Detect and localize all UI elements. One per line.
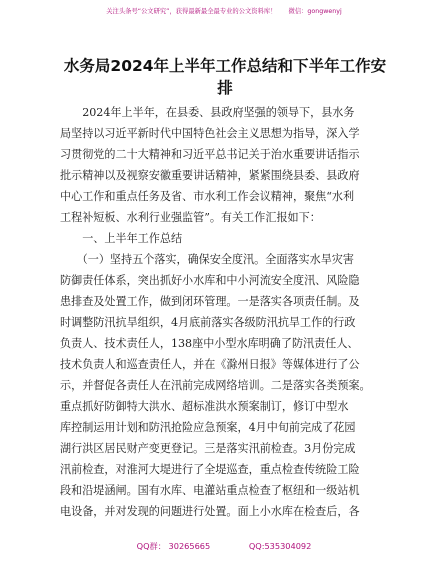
body-line: 技术负责人和巡查责任人，并在《滁州日报》等媒体进行了公 [60, 358, 360, 371]
intro-line: 局坚持以习近平新时代中国特色社会主义思想为指导，深入学 [60, 127, 360, 140]
footer-qq: QQ:535304092 [248, 541, 312, 551]
intro-line: 习贯彻党的二十大精神和习近平总书记关于治水重要讲话指示 [60, 148, 360, 161]
body-line: 负责人、技术责任人，138座中小型水库明确了防汛责任人、 [60, 337, 359, 350]
section-heading: 一、上半年工作总结 [60, 232, 183, 245]
banner-wechat: 微信：gongwenyj [288, 8, 342, 15]
body-line: （一）坚持五个落实，确保安全度汛。全面落实水旱灾害 [60, 253, 354, 266]
document-title [60, 55, 390, 99]
intro-line: 中心工作和重点任务及省、市水利工作会议精神，聚焦“水利 [60, 190, 355, 203]
intro-line: 2024年上半年，在县委、县政府坚强的领导下，县水务 [60, 106, 355, 119]
body-line: 库控制运用计划和防汛抢险应急预案，4月中旬前完成了花园 [60, 421, 356, 434]
body-line: 时调整防汛抗旱组织，4月底前落实各级防汛抗旱工作的行政 [60, 316, 356, 329]
body-line: 汛前检查，对淮河大堤进行了全堤巡查，重点检查传统险工险 [60, 463, 360, 476]
body-line: 示，并督促各责任人在汛前完成网络培训。二是落实各类预案。 [60, 379, 371, 392]
body-line: 湖行洪区居民财产变更登记。三是落实汛前检查。3月份完成 [60, 442, 356, 455]
banner-text: 关注头条号“公文研究”，获得最新最全最专业的公文资料库！ [106, 8, 277, 15]
body-line: 段和沿堤涵闸。国有水库、电灌站重点检查了枢纽和一级站机 [60, 484, 360, 497]
body-line: 重点抓好防御特大洪水、超标准洪水预案制订，修订中型水 [60, 400, 349, 413]
top-banner [0, 7, 448, 16]
body-line: 电设备，并对发现的问题进行处置。面上小水库在检查后，各 [60, 505, 360, 518]
title-line-2: 排 [217, 79, 233, 97]
intro-line: 工程补短板、水利行业强监管”。有关工作汇报如下： [60, 211, 321, 224]
body-line: 患排查及处置工作，做到闭环管理。一是落实各项责任制。及 [60, 295, 360, 308]
intro-line: 批示精神以及视察安徽重要讲话精神，紧紧围绕县委、县政府 [60, 169, 360, 182]
footer [0, 540, 448, 552]
document-body [60, 102, 396, 522]
body-line: 防御责任体系，突出抓好小水库和中小河流安全度汛、风险隐 [60, 274, 360, 287]
title-line-1: 水务局2024年上半年工作总结和下半年工作安 [63, 57, 387, 75]
footer-qq-group: QQ群： 30265665 [136, 541, 211, 551]
